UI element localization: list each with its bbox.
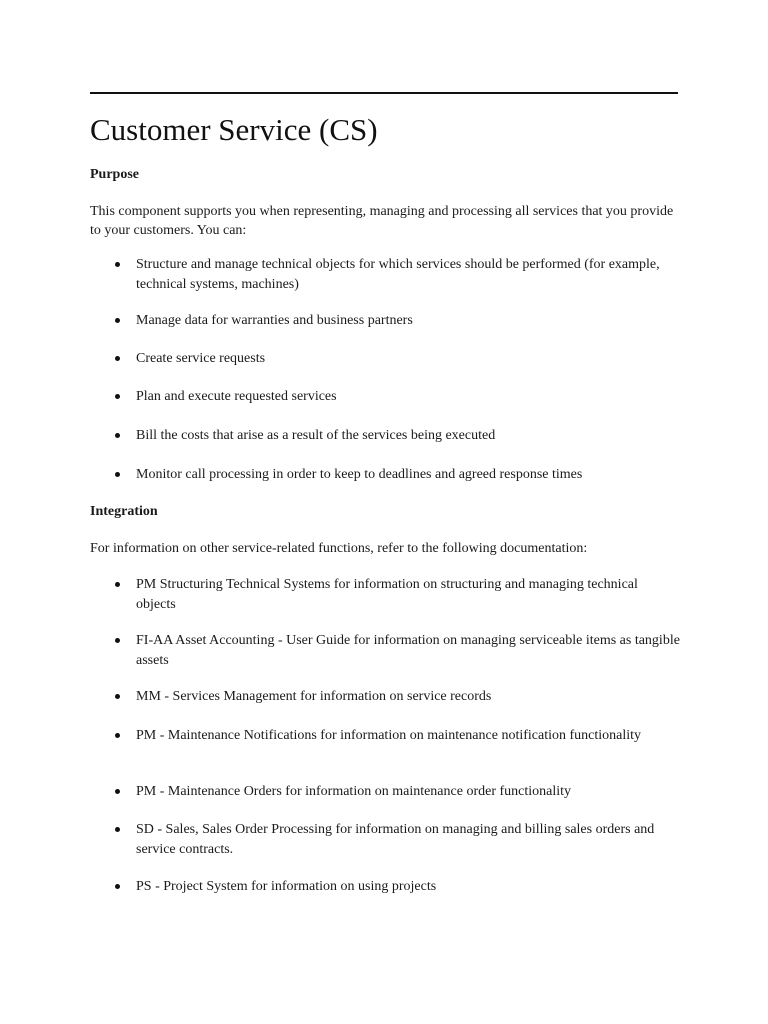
- integration-list-item: [115, 877, 680, 897]
- integration-list-item: [115, 631, 680, 671]
- integration-list-item: [115, 687, 680, 707]
- integration-intro: For information on other service-related functions, refer to the following documentation:: [90, 541, 588, 556]
- bullet-icon: [115, 733, 120, 738]
- purpose-intro: This component supports you when representing, managing and processing all services that you provide to your customers. You can:: [90, 204, 674, 238]
- purpose-list-item: [115, 387, 680, 407]
- list-item-text: Manage data for warranties and business partners: [136, 313, 413, 328]
- bullet-icon: [115, 433, 120, 438]
- bullet-icon: [115, 356, 120, 361]
- list-item-text: Structure and manage technical objects for which services should be performed (for example, technical systems, machines): [136, 257, 660, 292]
- bullet-icon: [115, 827, 120, 832]
- bullet-icon: [115, 694, 120, 699]
- list-item-text: FI-AA Asset Accounting - User Guide for information on managing serviceable items as tangible assets: [136, 633, 680, 668]
- list-item-text: PS - Project System for information on using projects: [136, 879, 437, 894]
- list-item-text: PM Structuring Technical Systems for information on structuring and managing technical objects: [136, 577, 638, 612]
- list-item-text: SD - Sales, Sales Order Processing for information on managing and billing sales orders and service contracts.: [136, 822, 655, 857]
- bullet-icon: [115, 638, 120, 643]
- purpose-list-item: [115, 311, 680, 331]
- integration-heading: Integration: [90, 504, 158, 519]
- integration-list-item: [115, 782, 680, 802]
- top-rule: [90, 92, 678, 94]
- bullet-icon: [115, 318, 120, 323]
- bullet-icon: [115, 789, 120, 794]
- list-item-text: PM - Maintenance Orders for information on maintenance order functionality: [136, 784, 572, 799]
- list-item-text: PM - Maintenance Notifications for information on maintenance notification functionality: [136, 728, 642, 743]
- purpose-list-item: [115, 255, 680, 295]
- bullet-icon: [115, 884, 120, 889]
- purpose-list-item: [115, 465, 680, 485]
- list-item-text: Bill the costs that arise as a result of the services being executed: [136, 428, 496, 443]
- bullet-icon: [115, 262, 120, 267]
- list-item-text: Create service requests: [136, 351, 266, 366]
- bullet-icon: [115, 582, 120, 587]
- list-item-text: Plan and execute requested services: [136, 389, 337, 404]
- list-item-text: MM - Services Management for information on service records: [136, 689, 492, 704]
- integration-list-item: [115, 726, 680, 746]
- integration-list-item: [115, 820, 680, 860]
- purpose-heading: Purpose: [90, 167, 139, 182]
- purpose-list-item: [115, 349, 680, 369]
- bullet-icon: [115, 394, 120, 399]
- purpose-list-item: [115, 426, 680, 446]
- bullet-icon: [115, 472, 120, 477]
- page-title: Customer Service (CS): [90, 112, 378, 147]
- list-item-text: Monitor call processing in order to keep to deadlines and agreed response times: [136, 467, 583, 482]
- integration-list-item: [115, 575, 680, 615]
